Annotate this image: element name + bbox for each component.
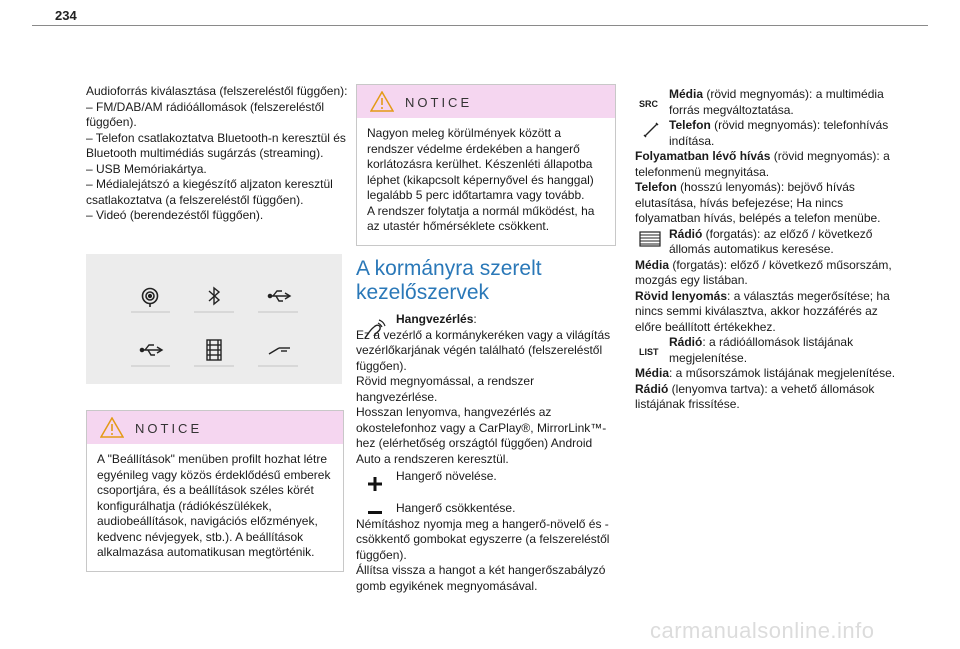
page-number: 234 (55, 8, 77, 23)
media-rotate-description: (forgatás): előző / következő műsorszám, mozgás egy listában. (635, 257, 892, 287)
src-description: (rövid megnyomás): a multimédia forrás megváltoztatása. (669, 87, 884, 117)
radio-rotate-description: (forgatás): az előző / következő állomás automatikus keresése. (669, 226, 873, 256)
short-press-label: Rövid lenyomás (635, 288, 728, 303)
short-press-description: : a választás megerősítése; ha nincs semmi kiválasztva, akkor hozzáférés az előre beállított értékekhez. (635, 288, 890, 334)
src-text (635, 87, 897, 118)
list-label: Rádió (669, 335, 703, 349)
notice-body: Nagyon meleg körülmények között a rendszer védelme érdekében a hangerő korlátozásra kerülhet. Készenléti állapotba léphet (kikapcsolt képernyővel és hanggal) legalább 5 perc időtartamra vagy tovább. A rendszer folytatja a normál működést, ha az utastér hőmérséklete csökkent. (367, 126, 595, 233)
radio-antenna-icon (143, 289, 158, 308)
radio-refresh-label: Rádió (635, 381, 669, 396)
src-item (635, 87, 897, 118)
bluetooth-icon (209, 288, 219, 304)
volume-up-text: Hangerő növelése. (396, 469, 497, 483)
media-rotate-label: Média (635, 257, 670, 272)
radio-rotate-item (635, 227, 897, 258)
watermark: carmanualsonline.info (650, 618, 875, 643)
video-icon (207, 340, 221, 360)
minus-icon (368, 511, 382, 515)
steering-controls-continued (635, 87, 897, 413)
media-list-text (635, 366, 897, 382)
telephone-item (635, 118, 897, 149)
voice-command-icon (362, 316, 388, 342)
steering-controls-section (356, 312, 618, 594)
section-title: A kormányra szerelt kezelőszervek (356, 257, 542, 304)
thumbwheel-icon (639, 230, 661, 248)
notice-header (357, 85, 615, 118)
media-rotate-text (635, 258, 897, 289)
phone-handset-icon (643, 122, 659, 138)
telephone-description: (rövid megnyomás): telefonhívás indítása. (669, 118, 889, 148)
notice-box-settings (86, 410, 344, 572)
telephone-text (635, 118, 897, 149)
volume-down-item (356, 501, 618, 594)
aux-jack-icon (269, 348, 290, 354)
voice-command-label: Hangvezérlés (396, 312, 474, 326)
notice-title: NOTICE (135, 421, 203, 436)
telephone-long-press-label: Telefon (635, 180, 677, 194)
radio-refresh-text (635, 382, 897, 413)
notice-title: NOTICE (405, 95, 473, 110)
list-description: : a rádióállomások listájának megjelenítése. (669, 335, 854, 365)
radio-refresh-description: (lenyomva tartva): a vehető állomások listájának frissítése. (635, 381, 875, 411)
usb-icon (268, 291, 290, 301)
telephone-long-press-text (635, 180, 897, 227)
media-list-label: Média (635, 366, 670, 380)
list-item (635, 335, 897, 366)
volume-down-text: Hangerő csökkentése. Némításhoz nyomja meg a hangerő-növelő és -csökkentő gombokat egyszerre (a felszereléstől függően). Állítsa vissza a hangot a két hangerőszabályzó gomb egyikének megnyomásával. (356, 501, 610, 593)
telephone-long-press-description: (hosszú lenyomás): bejövő hívás elutasítása, hívás befejezése; Ha nincs folyamatban hívás, belépés a telefon menübe. (635, 180, 881, 225)
src-icon: SRC (639, 99, 659, 109)
notice-body: A "Beállítások" menüben profilt hozhat létre egyénileg vagy közös érdeklődésű emberek csoportjára, és a beállítások széles körét konfigurálhatja (rádiókészülékek, audiobeállítások, navigációs előzmények, kedvenc névjegyek, stb.). A beállítások alkalmazása automatikusan megtörténik. (97, 452, 331, 559)
call-in-progress-text (635, 149, 897, 180)
voice-command-description: : Ez a vezérlő a kormánykeréken vagy a világítás vezérlőkarjának végén található (felszereléstől függően). Rövid megnyomással, a rendszer hangvezérlése. Hosszan lenyomva, hangvezérlés az okostelefonhoz vagy a CarPlay®, MirrorLink™-hez (elérhetőség országtól függően) Android Auto a rendszeren keresztül. (356, 312, 611, 466)
audio-source-section (86, 84, 348, 224)
short-press-text (635, 289, 897, 336)
voice-command-item (356, 312, 618, 467)
radio-rotate-text (635, 227, 897, 258)
voice-command-text (356, 312, 618, 467)
call-in-progress-label: Folyamatban lévő hívás (635, 149, 771, 163)
source-icons-panel (86, 254, 342, 384)
volume-up-item (356, 469, 618, 499)
src-label: Média (669, 87, 704, 101)
media-list-description: : a műsorszámok listájának megjelenítése. (669, 366, 896, 380)
notice-box-temperature (356, 84, 616, 246)
usb-icon (140, 345, 162, 355)
call-in-progress-description: (rövid megnyomás): a telefonmenü megnyitása. (635, 149, 890, 179)
audio-source-text: Audioforrás kiválasztása (felszereléstől függően): – FM/DAB/AM rádióállomások (felszereléstől függően). – Telefon csatlakoztatva Bluetooth-n keresztül és Bluetooth multimédiás sugárzás (streaming). – USB Memóriakártya. – Médialejátszó a kiegészítő aljzaton keresztül csatlakoztatva (a felszereléstől függően). – Videó (berendezéstől függően). (86, 84, 348, 222)
plus-icon (368, 477, 382, 491)
telephone-label: Telefon (669, 118, 711, 132)
list-text (635, 335, 897, 366)
notice-header (87, 411, 343, 444)
header-rule (32, 25, 928, 26)
radio-rotate-label: Rádió (669, 226, 703, 241)
list-icon: LIST (639, 347, 659, 357)
warning-icon (100, 417, 124, 438)
warning-icon (370, 91, 394, 112)
